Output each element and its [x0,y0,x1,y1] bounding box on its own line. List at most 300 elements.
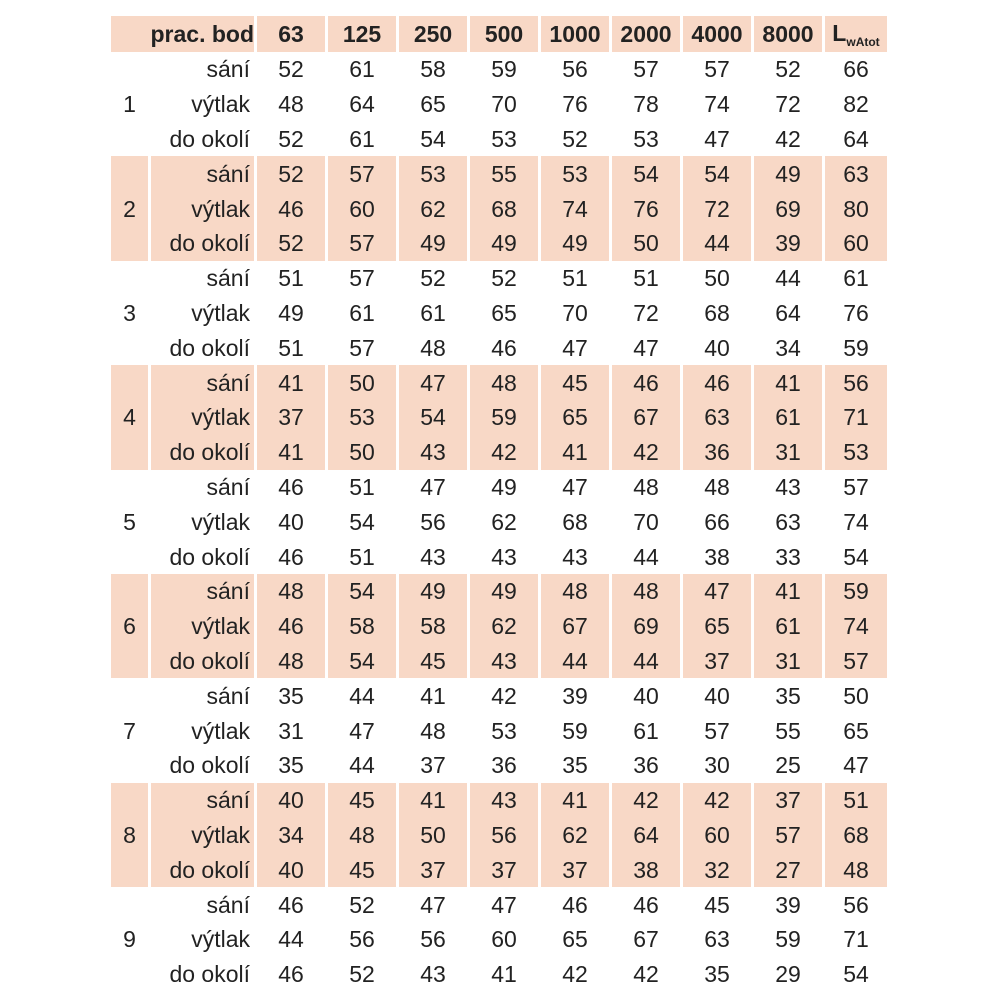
table-row [111,713,887,748]
band-value: 47 [399,365,467,400]
table-row [111,852,887,887]
band-value: 60 [328,191,396,226]
band-value: 59 [470,52,538,87]
measurement-type: do okolí [151,539,254,574]
header-total-subscript: wAtot [846,34,880,49]
band-value: 44 [328,748,396,783]
band-value: 50 [683,261,751,296]
band-value: 64 [612,818,680,853]
point-number: 1 [111,52,148,156]
band-value: 45 [328,852,396,887]
total-value: 48 [825,852,887,887]
point-number: 3 [111,261,148,365]
measurement-type: výtlak [151,87,254,122]
band-value: 56 [399,504,467,539]
band-value: 60 [683,818,751,853]
band-value: 62 [470,609,538,644]
table-row [111,400,887,435]
measurement-type: sání [151,156,254,191]
band-value: 76 [612,191,680,226]
measurement-type: výtlak [151,922,254,957]
band-value: 46 [257,887,325,922]
band-value: 31 [754,435,822,470]
table-row [111,678,887,713]
band-value: 70 [541,296,609,331]
total-value: 65 [825,713,887,748]
band-value: 53 [470,122,538,157]
band-value: 60 [470,922,538,957]
table-row [111,365,887,400]
band-value: 36 [470,748,538,783]
band-value: 52 [257,122,325,157]
band-value: 47 [328,713,396,748]
band-value: 45 [399,644,467,679]
total-value: 56 [825,887,887,922]
band-value: 43 [754,470,822,505]
band-value: 39 [541,678,609,713]
band-value: 57 [328,261,396,296]
point-group [111,156,887,260]
band-value: 63 [683,400,751,435]
band-value: 61 [399,296,467,331]
band-value: 41 [257,435,325,470]
band-value: 45 [683,887,751,922]
band-value: 49 [470,574,538,609]
band-value: 31 [754,644,822,679]
band-value: 35 [257,678,325,713]
band-value: 41 [541,783,609,818]
band-value: 40 [612,678,680,713]
band-value: 50 [399,818,467,853]
band-value: 48 [257,574,325,609]
band-value: 40 [257,504,325,539]
band-value: 31 [257,713,325,748]
band-value: 49 [257,296,325,331]
measurement-type: sání [151,365,254,400]
band-value: 53 [541,156,609,191]
header-band: 63 [257,16,325,52]
header-total [825,16,887,52]
band-value: 54 [328,504,396,539]
band-value: 49 [470,470,538,505]
total-value: 66 [825,52,887,87]
band-value: 39 [754,887,822,922]
measurement-type: výtlak [151,191,254,226]
header-total-main: L [832,19,847,46]
band-value: 61 [328,296,396,331]
band-value: 48 [470,365,538,400]
measurement-type: sání [151,574,254,609]
band-value: 42 [470,435,538,470]
point-number: 9 [111,887,148,991]
band-value: 50 [612,226,680,261]
band-value: 61 [328,122,396,157]
table-row [111,191,887,226]
table-row [111,609,887,644]
band-value: 42 [612,783,680,818]
band-value: 74 [683,87,751,122]
total-value: 59 [825,330,887,365]
band-value: 41 [399,678,467,713]
header-band: 125 [328,16,396,52]
band-value: 48 [328,818,396,853]
measurement-type: do okolí [151,330,254,365]
measurement-type: výtlak [151,713,254,748]
band-value: 43 [470,644,538,679]
band-value: 44 [612,539,680,574]
total-value: 47 [825,748,887,783]
band-value: 69 [754,191,822,226]
band-value: 50 [328,365,396,400]
table-row [111,957,887,992]
point-group [111,887,887,991]
band-value: 47 [683,574,751,609]
total-value: 64 [825,122,887,157]
band-value: 55 [470,156,538,191]
band-value: 48 [257,644,325,679]
band-value: 74 [541,191,609,226]
band-value: 51 [541,261,609,296]
table-row [111,748,887,783]
band-value: 52 [399,261,467,296]
band-value: 54 [612,156,680,191]
band-value: 56 [399,922,467,957]
band-value: 42 [470,678,538,713]
table-row [111,261,887,296]
band-value: 40 [257,783,325,818]
band-value: 46 [612,365,680,400]
band-value: 35 [541,748,609,783]
band-value: 35 [754,678,822,713]
measurement-type: do okolí [151,748,254,783]
point-group [111,365,887,469]
measurement-type: výtlak [151,296,254,331]
band-value: 42 [612,435,680,470]
point-number: 8 [111,783,148,887]
band-value: 58 [399,52,467,87]
total-value: 63 [825,156,887,191]
band-value: 46 [257,609,325,644]
band-value: 51 [612,261,680,296]
band-value: 57 [328,226,396,261]
band-value: 42 [683,783,751,818]
table-row [111,887,887,922]
point-group [111,678,887,782]
band-value: 78 [612,87,680,122]
table-row [111,539,887,574]
band-value: 39 [754,226,822,261]
total-value: 54 [825,957,887,992]
band-value: 34 [257,818,325,853]
band-value: 48 [399,713,467,748]
total-value: 74 [825,609,887,644]
point-group [111,783,887,887]
table-row [111,574,887,609]
band-value: 57 [328,156,396,191]
band-value: 52 [328,957,396,992]
band-value: 46 [257,539,325,574]
band-value: 36 [612,748,680,783]
band-value: 66 [683,504,751,539]
point-number: 7 [111,678,148,782]
band-value: 43 [470,539,538,574]
table-row [111,296,887,331]
total-value: 61 [825,261,887,296]
band-value: 47 [541,330,609,365]
total-value: 57 [825,470,887,505]
band-value: 67 [612,922,680,957]
band-value: 64 [754,296,822,331]
band-value: 37 [683,644,751,679]
band-value: 56 [470,818,538,853]
band-value: 32 [683,852,751,887]
band-value: 57 [612,52,680,87]
point-number: 2 [111,156,148,260]
band-value: 37 [399,748,467,783]
band-value: 49 [399,226,467,261]
band-value: 46 [541,887,609,922]
band-value: 41 [257,365,325,400]
band-value: 25 [754,748,822,783]
band-value: 45 [541,365,609,400]
table-row [111,87,887,122]
band-value: 68 [683,296,751,331]
table-row [111,644,887,679]
band-value: 36 [683,435,751,470]
measurement-type: do okolí [151,644,254,679]
band-value: 62 [470,504,538,539]
band-value: 68 [470,191,538,226]
band-value: 42 [754,122,822,157]
band-value: 35 [683,957,751,992]
band-value: 46 [257,957,325,992]
point-number: 6 [111,574,148,678]
band-value: 43 [399,435,467,470]
band-value: 68 [541,504,609,539]
band-value: 52 [754,52,822,87]
measurement-type: sání [151,887,254,922]
table-row [111,783,887,818]
band-value: 52 [328,887,396,922]
band-value: 61 [754,400,822,435]
band-value: 63 [683,922,751,957]
band-value: 43 [470,783,538,818]
band-value: 72 [683,191,751,226]
measurement-type: sání [151,783,254,818]
band-value: 67 [541,609,609,644]
band-value: 67 [612,400,680,435]
measurement-type: výtlak [151,609,254,644]
band-value: 53 [328,400,396,435]
band-value: 52 [257,156,325,191]
measurement-type: do okolí [151,852,254,887]
band-value: 51 [257,261,325,296]
total-value: 82 [825,87,887,122]
band-value: 51 [257,330,325,365]
band-value: 44 [612,644,680,679]
band-value: 41 [399,783,467,818]
measurement-type: sání [151,52,254,87]
band-value: 48 [541,574,609,609]
band-value: 62 [399,191,467,226]
band-value: 51 [328,539,396,574]
band-value: 57 [754,818,822,853]
table-row [111,156,887,191]
band-value: 40 [683,678,751,713]
total-value: 71 [825,922,887,957]
table-row [111,52,887,87]
band-value: 50 [328,435,396,470]
band-value: 53 [612,122,680,157]
band-value: 44 [328,678,396,713]
total-value: 71 [825,400,887,435]
band-value: 57 [683,713,751,748]
band-value: 46 [612,887,680,922]
band-value: 49 [399,574,467,609]
band-value: 57 [683,52,751,87]
band-value: 49 [754,156,822,191]
band-value: 47 [470,887,538,922]
band-value: 41 [754,365,822,400]
band-value: 58 [328,609,396,644]
band-value: 58 [399,609,467,644]
table-row [111,504,887,539]
band-value: 61 [612,713,680,748]
measurement-type: do okolí [151,957,254,992]
band-value: 42 [612,957,680,992]
band-value: 76 [541,87,609,122]
table-row [111,922,887,957]
band-value: 43 [541,539,609,574]
band-value: 52 [257,226,325,261]
band-value: 48 [612,470,680,505]
band-value: 47 [683,122,751,157]
band-value: 37 [470,852,538,887]
band-value: 40 [257,852,325,887]
band-value: 54 [328,574,396,609]
band-value: 38 [612,852,680,887]
total-value: 74 [825,504,887,539]
total-value: 51 [825,783,887,818]
header-point-label: prac. bod [111,16,254,52]
header-band: 250 [399,16,467,52]
band-value: 37 [399,852,467,887]
measurement-type: do okolí [151,435,254,470]
measurement-type: výtlak [151,400,254,435]
point-group [111,574,887,678]
band-value: 41 [470,957,538,992]
band-value: 44 [541,644,609,679]
band-value: 40 [683,330,751,365]
band-value: 70 [470,87,538,122]
band-value: 33 [754,539,822,574]
total-value: 68 [825,818,887,853]
band-value: 46 [257,191,325,226]
total-value: 60 [825,226,887,261]
band-value: 48 [257,87,325,122]
table-header [111,16,887,52]
band-value: 48 [683,470,751,505]
band-value: 61 [328,52,396,87]
header-band: 4000 [683,16,751,52]
band-value: 48 [612,574,680,609]
total-value: 57 [825,644,887,679]
measurement-type: výtlak [151,504,254,539]
band-value: 70 [612,504,680,539]
band-value: 52 [541,122,609,157]
band-value: 63 [754,504,822,539]
table-row [111,226,887,261]
band-value: 56 [328,922,396,957]
total-value: 53 [825,435,887,470]
band-value: 37 [754,783,822,818]
header-band: 2000 [612,16,680,52]
point-group [111,52,887,156]
band-value: 55 [754,713,822,748]
total-value: 59 [825,574,887,609]
total-value: 54 [825,539,887,574]
band-value: 72 [612,296,680,331]
band-value: 43 [399,957,467,992]
table-row [111,470,887,505]
band-value: 69 [612,609,680,644]
band-value: 51 [328,470,396,505]
band-value: 42 [541,957,609,992]
band-value: 65 [399,87,467,122]
measurement-type: výtlak [151,818,254,853]
header-band: 8000 [754,16,822,52]
band-value: 46 [257,470,325,505]
band-value: 54 [399,122,467,157]
band-value: 38 [683,539,751,574]
band-value: 54 [399,400,467,435]
total-value: 50 [825,678,887,713]
header-band: 500 [470,16,538,52]
band-value: 47 [541,470,609,505]
band-value: 65 [541,922,609,957]
band-value: 37 [541,852,609,887]
band-value: 54 [328,644,396,679]
band-value: 30 [683,748,751,783]
band-value: 59 [470,400,538,435]
band-value: 44 [683,226,751,261]
measurement-type: sání [151,261,254,296]
measurement-type: sání [151,470,254,505]
band-value: 47 [612,330,680,365]
band-value: 59 [754,922,822,957]
table-row [111,818,887,853]
measurement-type: sání [151,678,254,713]
table-row [111,330,887,365]
band-value: 44 [257,922,325,957]
band-value: 35 [257,748,325,783]
band-value: 41 [541,435,609,470]
band-value: 48 [399,330,467,365]
band-value: 46 [683,365,751,400]
band-value: 53 [470,713,538,748]
point-group [111,470,887,574]
band-value: 64 [328,87,396,122]
band-value: 47 [399,887,467,922]
band-value: 27 [754,852,822,887]
measurement-type: do okolí [151,226,254,261]
band-value: 65 [683,609,751,644]
band-value: 47 [399,470,467,505]
band-value: 49 [541,226,609,261]
total-value: 56 [825,365,887,400]
band-value: 61 [754,609,822,644]
table-row [111,435,887,470]
